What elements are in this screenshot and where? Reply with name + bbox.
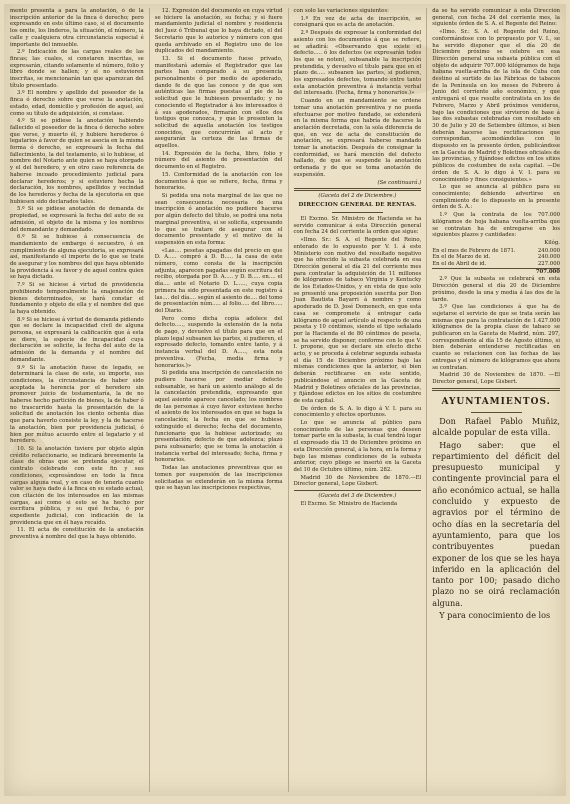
gazette-reference: (Gaceta del 3 de Diciembre.): [318, 493, 397, 500]
column-3: [288, 8, 422, 792]
table-cell-value: 240.000: [537, 247, 560, 254]
paragraph: 2.º Después de expresar la conformidad del asiento con los documentos á que se refiere, se añadirá: «Observando que existe el defecto..... ó los defectos (se expresarán todos los que se noten), subsanable la inscripción pretendida, y devuelvo el título para que en el plazo de..... subsanen las partes, si pudieren, los expresados defectos, tomando entre tanto esta anotación preventiva á instancia verbal del interesado. (Fecha, firma y honorarios.)»: [293, 30, 422, 97]
paragraph: 9.º Si la anotación fuese de legado, se determinará la clase de este, su importe, sus condiciones, la circunstancia de haber sido aceptada la herencia por el heredero sin promover juicio de testamentaría, la de no haberse hecho partición de bienes, la de haber ó no trascurrido hasta la presentación de la solicitud de anotación los ciento ochenta días que para haverlo consiste la ley, y la de hacerse la anotación, bien por providencia judicial, ó bien por mútuo acuerdo entre el legatario y el heredero.: [10, 364, 144, 445]
section-heading-ayuntamientos: AYUNTAMIENTOS.: [441, 396, 551, 407]
section-heading-direccion-rentas: DIRECCION GENERAL DE RENTAS.: [298, 201, 417, 208]
paragraph: Si pedida una inscripción de cancelación no pudiere hacerse por mediar defecto subsanable, se hará un asiento análogo al de la cancelación pretendida, expresando que aquel asiento aparece cancelado; los nombres de las personas á cuyo favor estuviese hecho el asiento de los interesados en que se haga la cancelación; la fecha en que se hubiese extinguido el derecho; fecha del documento, funcionario que la hubiese autorizado; su presentación; defecto de que adolezca; plazo para subsanarlo; que se toma la anotación á instancia verbal del interesado; fecha, firma y honorarios.: [154, 370, 283, 464]
paragraph: 8.º Si se hiciese á virtud de demanda pidiendo que se declare la incapacidad civil de alguna persona, se expresará la calificación que á esta se diere, la especie de incapacidad cuya declaración se solicite, la fecha del auto de la admisión de la demanda y el nombre del demandante.: [10, 316, 144, 363]
paragraph: 13. Si el documento fuese privado, manifestará además el Registrador que las partes han comparado á su presencia personalmente ó por medio de apoderado, dando fe de que las conoce y de que son auténticas las firmas puestas al pie de la solicitud que le hubiesen presentado; y no conociendo el Registrador á los interesados ó á sus apoderados, firmarán con ellos dos testigos que conozca, y que le presenten la solicitud de aquella anotación los testigos conocidos, que concurrirán al acto y asegurarán la certeza de las firmas de aquellos.: [154, 55, 283, 150]
column-4: [426, 8, 560, 792]
unit-label: Kilóg.: [544, 239, 560, 246]
signature-line: Madrid 30 de Noviembre de 1870. —El Director general, Lope Gisbert.: [432, 372, 560, 385]
paragraph: mento presenta a para la anotación, ó de la inscripción anterior de la finca ó derecho; pero expresando en este último caso, si el documento los omite, los linderos, la situación, el número, la calle y cualquiera otra circunstancia especial é importante del inmueble.: [10, 8, 144, 48]
divider: [294, 490, 422, 491]
paragraph: Don Rafael Pablo Muñiz, alcalde popular de esta villa.: [432, 415, 560, 438]
newspaper-page: [4, 4, 566, 796]
signature-line: Madrid 30 de Noviembre de 1870.—El Director general, Lope Gisbert.: [293, 474, 422, 488]
paragraph: 3.º El nombre y apellido del poseedor de la finca ó derecho sobre que verse la anotación, estado, edad, domicilio y profesión de aquel, así como su título de adquisición, si constase.: [10, 90, 144, 117]
table-row: [432, 261, 560, 268]
delivery-table: [432, 248, 560, 276]
gazette-reference: (Gaceta del 2 de Diciembre.): [318, 193, 397, 200]
paragraph: Cuando en un mandamiento se ordene tomar una anotación preventiva y no pueda efectuarse por motivo fundado, se extenderá en la misma forma que habría de hacerse la anotación decretada, con la sola diferencia de que, en vez de acta de constitución de anotación, se expresará haberse mandado tomar la anotación. Después de consignar la conformidad, se hará mención del defecto hallado, de que se suspende la anotación ordenada y de que se toma anotación de suspensión.: [293, 98, 422, 178]
table-cell-value: 240.000: [537, 254, 560, 261]
paragraph: 1.º Que la contrata de los 707.000 kilógramos de hoja habana vuelta-arriba que se contratan ha de entregarse en los siguientes plazos y cantidades:: [432, 212, 560, 239]
table-total-value: 707.000: [531, 268, 560, 275]
paragraph: 14. Expresión de la fecha, libro, folio y número del asiento de presentación del documento en el Registro.: [154, 150, 283, 171]
paragraph: Lo que se anuncia al público para su conocimiento; debiendo advertirse en cumplimiento de lo dispuesto en la presente órden de S. A.:: [432, 184, 560, 211]
column-1: [10, 8, 144, 792]
continued-note: (Se continuará.): [377, 179, 422, 186]
column-2: [149, 8, 283, 792]
paragraph: 6.º Si se hubiese á consecuencia de mandamiento de embargo ó secuestro, ó en cumplimiento de alguna ejecutoria, se expresará así, manifestando el importe de lo que se trate de asegurar y los nombres del que haya obtenido la providencia á su favor y de aquel contra quien se haya dictado.: [10, 234, 144, 281]
paragraph: 11. El acta de constitución de la anotación preventiva á nombre del que la haya obtenido.: [10, 527, 144, 541]
paragraph: 12. Expresión del documento en cuya virtud se hiciere la anotación, su fecha; y si fuere mandamiento judicial el nombre y residencia del Juez ó Tribunal que lo haya dictado, el del Secretario que lo autorice y número con que queda archivado en el Registro uno de los duplicados del mandamiento.: [154, 8, 283, 55]
paragraph: De órden de S. A. lo digo á V. I. para su conocimiento y efectos oportunos.: [293, 405, 422, 419]
paragraph: El Excmo. Sr. Ministro de Hacienda: [300, 500, 398, 507]
divider: [332, 212, 383, 213]
paragraph: 2.º Que la subasta se celebrará en esta Dirección general el día 20 de Diciembre próximo, desde la una y media á las dos de la tarde.: [432, 276, 560, 303]
paragraph: Y para conocimiento de los: [439, 610, 551, 621]
paragraph: Pero como dicha copia adolece del defecto....., suspendo la extensión de la nota de pago, y devuelvo el título para que en el plazo legal subsanen las partes, si pudieren, el expresado defecto, tomando entre tanto, y á instancia verbal del D. A....., esta nota preventiva. (Fecha, media firma y honorarios.)»: [154, 315, 283, 369]
paragraph: da se ha servido comunicar á esta Dirección general, con fecha 24 del corriente mes, la siguiente órden de S. A. el Regente del Reino:: [432, 8, 560, 28]
paragraph: Si pedida una nota marginal de las que no sean consecuencia necesaria de una inscripción ó anotación no pudiere hacerse por algún defecto del título, se podrá una nota marginal preventiva, si se solicita, expresando lo que se tratare de asegurar con el documento presentado y el motivo de la suspensión en esta forma:: [154, 192, 283, 246]
paragraph: Hago saber: que el repartimiento del déficit del presupuesto municipal y contingente provincial para el año económico actual, se halla concluido y expuesto de agravios por el término de ocho días en la secretaría del ayuntamiento, para que los contribuyentes puedan exponer de los que se les haya inferido en la aplicación del tanto por 100; pasado dicho plazo no se oirá reclamación alguna.: [432, 439, 560, 608]
paragraph: 5.º Si se pidiese anotación de demanda de propiedad, se expresará la fecha del auto de su admisión, el objeto de la misma y los nombres del demandante y demandado.: [10, 206, 144, 233]
paragraph: 15. Conformidad de la anotación con los documentos á que se refiere, fecha, firma y honorarios.: [154, 171, 283, 192]
table-total-row: [432, 268, 560, 275]
paragraph: «Las.... pesetas apagadas del precio en que D. A..... compró á D. B..... la casa de este número, como consta de la inscripción adjunta, aparecen pagadas según escritura del recibo, otorgada por D. A..... y D. B..... en.... el día.... ante el Notario D. L....., cuya copia primera ha sido presentada en este registro á las.... del día.... según el asiento de.... del tomo de presentación núm..... al folio..... del libro..... del Diario.: [154, 247, 283, 314]
paragraph: 3.º Que las condiciones á que ha de sujetarse el servicio de que se trata serán las mismas que para la contratación de 1.427.000 kilógramos de la propia clase de tabaco se publicaron en la Gaceta de Madrid, núm. 297, correspondiente al día 15 de Agosto último, si bien deberán entenderse rectificadas en cuanto se relacionen con las fechas de las entregas y el número de kilógramos que ahora se contratan.: [432, 304, 560, 371]
table-row: [432, 254, 560, 261]
paragraph: «Ilmo. Sr.: S. A. el Regente del Reino, conformándose con lo propuesto por V. I., se ha servido disponer que el día 20 de Diciembre próximo se celebre en esa Dirección general una subasta pública con el objeto de adquirir 707.000 kilógramos de hoja habana vuelta-arriba de la isla de Cuba con destino al surtido de las Fábricas de tabacos de la Península en los meses de Febrero á Junio del corriente año económico, y que entregará el que resulte contratista en los de Febrero, Marzo y Abril próximos venideros, bajo las condiciones que sirvieron de base á las dos subastas celebradas con resultado en 30 de Julio y 20 de Setiembre últimos, si bien deberán hacerse las rectificaciones que correspondan, acomodándolas con lo dispuesto en la presente órden, publicándose en la Gaceta de Madrid y Boletines oficiales de las provincias, y fijándose edictos en los sitios públicos de costumbre de esta capital. —De órden de S. A. lo digo á V. I. para su conocimiento y fines consiguientes.»: [432, 29, 560, 183]
paragraph: con solo las variaciones siguientes:: [293, 8, 389, 14]
paragraph: 10. Si la anotación tuviere por objeto algún crédito refaccionario, se indicará brevemente la clase de obras que se pretenda ejecutar, el contrato celebrado con este fin y sus condiciones, expresándose en todo la finca cargas alguna real, y en caso de tenerla cuanto valor se haya dado á la finca en su estado actual, con citación de los interesados en las mismas cargas, así como si esto se ha hecho por escritura pública, y su qué fecha, ó por expediente judicial, con indicación de la providencia que en él haya recaído.: [10, 446, 144, 526]
paragraph: 7.º Si se hiciese á virtud de providencia prohibiendo temporalmente la enajenación de bienes determinados, se hará constar el fundamento y objeto de ella y el nombre del que la haya obtenido.: [10, 282, 144, 315]
paragraph: 1.º En vez de acta de inscripción, se consignará que es acta de anotación.: [293, 15, 422, 29]
table-cell-label: En el mes de Febrero de 1871.: [432, 247, 516, 254]
paragraph: 4.º Si se pidiese la anotación habiendo fallecido el poseedor de la finca ó derecho sobre que verse, y muerto él, y hubiere herederos ó legatarios á favor de quien se asocia en la misma forma ó derecho, se expresará la fecha del fallecimiento, la del testamento, si lo hubiese, el nombre del Notario ante quien se haya otorgado y el del heredero, y en otro caso referencia de haberse incoado procedimiento judicial para declarar herederos; y si estuviere hecha la declaración, los nombres, apellidos y vecindad de los herederos y fecha de la ejecutoria en que hubiesen sido declarados tales.: [10, 118, 144, 205]
paragraph: Todas las anotaciones preventivas que se tomen por suspensión de las inscripciones solicitadas se extenderán en la misma forma que se hayan las inscripciones respectivas,: [154, 465, 283, 492]
table-cell-value: 227.000: [537, 261, 560, 268]
divider: [471, 412, 522, 413]
paragraph: «Ilmo. Sr.: S. A. el Regente del Reino, enterado de lo expuesto por V. I. á este Ministerio con motivo del resultado negativo que ha ofrecido la subasta celebrada en esa Dirección general el día 21 del corriente mes para contratar la adquisición de 11 millones de kilógramos de tabaco Virginia y Kentucky de los Estados-Unidos, y en vista de que solo se presentó una proposición suscrita por Don Juan Bautista Bayarri á nombre y como apoderado de D. José Domenech, en que esta casa se compromete á entregar cada kilógramo de aquel artículo al respecto de una peseta y 10 céntimos, siendo el tipo señalado por la Hacienda el de 80 céntimos de peseta, se ha servido disponer, conforme con lo que V. I. propone, que se declare sin efecto dicho acto, y se proceda á celebrar segunda subasta el día 15 de Diciembre próximo bajo las mismas condiciones que la anterior, si bien deberán rectificarse en este sentido, publicándose el anuncio en la Gaceta de Madrid y Boletines oficiales de las provincias, y fijándose edictos en los sitios de costumbre de esta capital.: [293, 237, 422, 404]
table-row: [432, 248, 560, 255]
paragraph: El Excmo. Sr. Ministro de Hacienda se ha servido comunicar á esta Dirección general con fecha 24 del corriente la orden que sigue:: [293, 215, 422, 236]
section-divider: [432, 388, 560, 391]
section-divider: [294, 188, 422, 191]
paragraph: Lo que se anuncia al público para conocimiento de las personas que deseen tomar parte en la subasta, la cual tendrá lugar el expresado día 15 de Diciembre próximo en esta Dirección general, á la hora, en la forma y bajo las mismas condiciones de la subasta anterior, cuyo pliego se insertó en la Gaceta del 10 de Octubre último, núm. 282.: [293, 420, 422, 473]
paragraph: 2.º Indicación de las cargas reales de las fincas; las cuales, si constaren inscritas, se expresarán, citando solamente el número, folio y libro donde se hallen; y si no estuvieren inscritas, se mencionarán tan que aparezcan del título presentado.: [10, 49, 144, 89]
table-cell-label: En el de Marzo de id.: [432, 254, 491, 261]
table-cell-label: En el de Abril de id.: [432, 261, 487, 268]
